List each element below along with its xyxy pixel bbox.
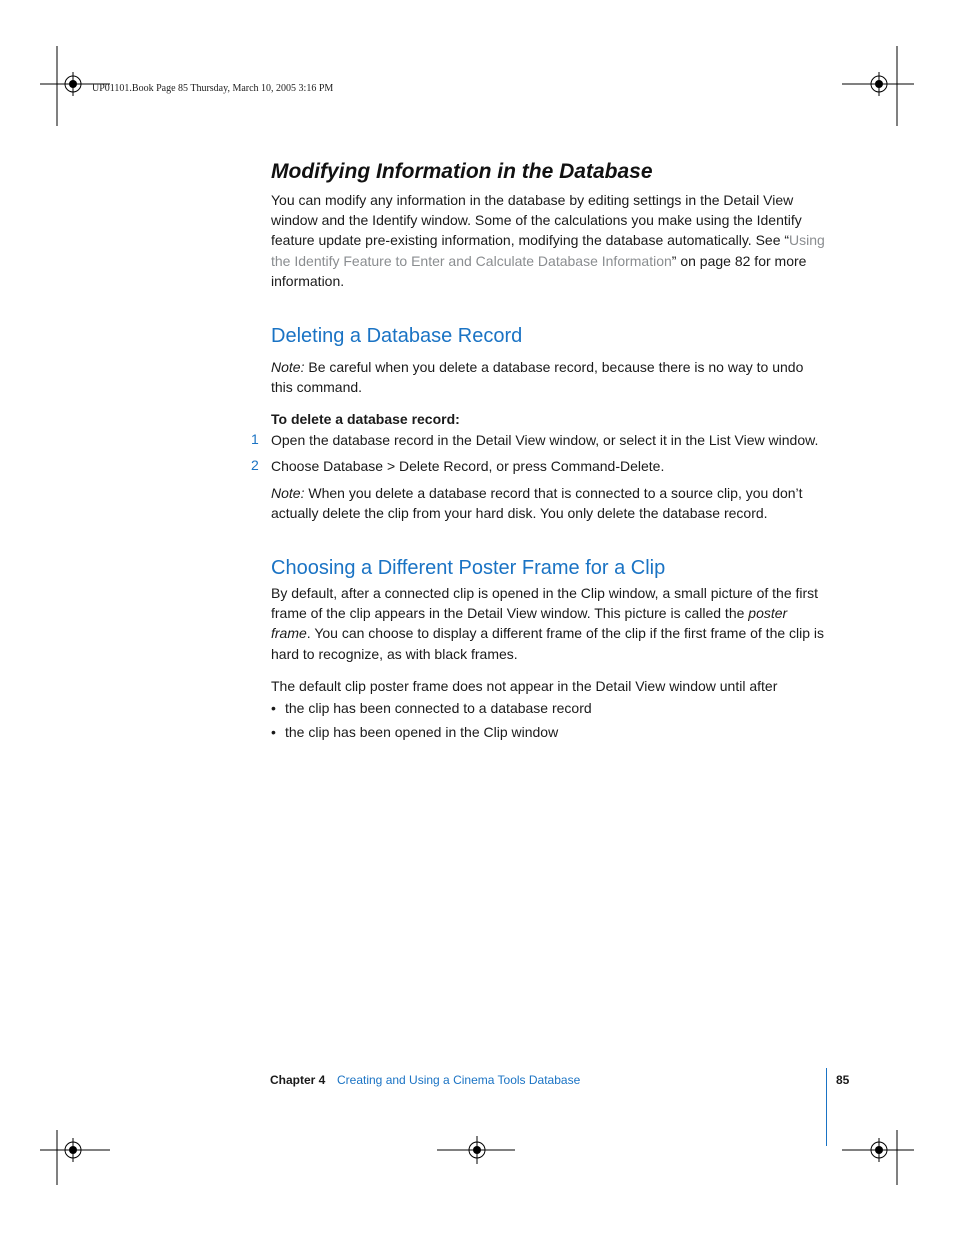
note-text: Be careful when you delete a database record, because there is no way to undo this command. — [271, 359, 804, 396]
bullet-item — [271, 724, 558, 740]
section-heading-modifying: Modifying Information in the Database — [271, 160, 653, 183]
step-number: 2 — [251, 457, 259, 473]
poster-text-pre: By default, after a connected clip is opened in the Clip window, a small picture of the first frame of the clip appears in the Detail View window. This picture is called the — [271, 585, 819, 622]
registration-mark-bottom-center — [437, 1130, 517, 1190]
page-number: 85 — [836, 1073, 850, 1087]
bullet-dot: • — [271, 700, 276, 716]
poster-lead-paragraph: The default clip poster frame does not appear in the Detail View window until after — [271, 678, 778, 694]
footer-chapter-title: Creating and Using a Cinema Tools Database — [337, 1073, 581, 1087]
bullet-text: the clip has been opened in the Clip window — [285, 724, 559, 740]
note-label: Note: — [271, 485, 305, 501]
registration-mark-top-right — [834, 46, 914, 126]
footer-divider — [826, 1068, 827, 1146]
step-number: 1 — [251, 431, 259, 447]
modifying-text-pre: You can modify any information in the database by editing settings in the Detail View window and the Identify window. Some of the calculations you make using the Identify feature update pre-existing information, modifying the database automatically. See “ — [271, 192, 802, 249]
footer-chapter: Chapter 4 — [270, 1073, 326, 1087]
registration-mark-bottom-left — [40, 1130, 120, 1190]
note-label: Note: — [271, 359, 305, 375]
section-heading-deleting: Deleting a Database Record — [271, 325, 523, 347]
note-careful — [271, 357, 827, 397]
step-text: Open the database record in the Detail View window, or select it in the List View window. — [271, 432, 819, 448]
poster-frame-paragraph — [271, 583, 827, 664]
modifying-paragraph — [271, 190, 827, 291]
note-text: When you delete a database record that is connected to a source clip, you don’t actually delete the clip from your hard disk. You only delete the database record. — [271, 485, 803, 522]
note-delete — [271, 483, 827, 523]
step-text: Choose Database > Delete Record, or press Command-Delete. — [271, 458, 665, 474]
section-heading-poster-frame: Choosing a Different Poster Frame for a Clip — [271, 557, 666, 579]
bullet-text: the clip has been connected to a database record — [285, 700, 592, 716]
print-slug: UP01101.Book Page 85 Thursday, March 10, 2005 3:16 PM — [92, 83, 334, 94]
identify-feature-link[interactable]: Using the Identify Feature to Enter and Calculate Database Information — [271, 232, 825, 269]
procedure-title: To delete a database record: — [271, 411, 460, 427]
poster-frame-term: poster frame — [271, 605, 788, 642]
bullet-item — [271, 700, 592, 716]
bullet-dot: • — [271, 724, 276, 740]
registration-mark-bottom-right — [834, 1130, 914, 1190]
modifying-text-post: ” on page 82 for more information. — [271, 252, 807, 289]
poster-text-post: . You can choose to display a different frame of the clip if the first frame of the clip is hard to recognize, as with black frames. — [271, 625, 825, 662]
